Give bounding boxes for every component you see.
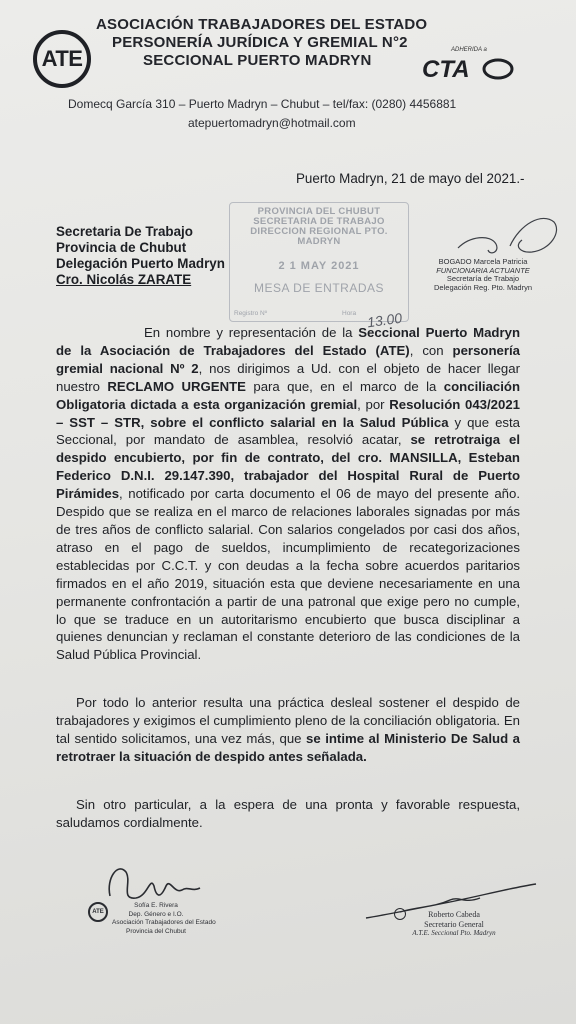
ate-logo-text: ATE xyxy=(41,46,83,71)
p2-s2: se intime al Ministerio De Salud a retrotraer la situación de despido antes señalada. xyxy=(56,730,520,764)
stamp-hora-value: 13.00 xyxy=(366,309,403,331)
left-signer-name: Sofía E. Rivera xyxy=(134,902,178,909)
cta-logo-mark xyxy=(420,55,516,83)
stamp-hora-label: Hora xyxy=(342,310,357,317)
left-seal-icon: ATE xyxy=(88,902,108,922)
stamp-line2: SECRETARIA DE TRABAJO xyxy=(253,216,385,227)
left-signer-role: Dep. Género e I.O. xyxy=(128,910,184,918)
p1-s10: Resolución 043/2021 – SST – STR, sobre el conflicto salarial en la Salud Pública xyxy=(56,396,520,430)
org-email: atepuertomadryn@hotmail.com xyxy=(188,116,356,130)
p1-s4: personería gremial nacional Nº 2 xyxy=(56,342,520,376)
letter-date: Puerto Madryn, 21 de mayo del 2021.- xyxy=(296,171,525,186)
addressee-line2: Provincia de Chubut xyxy=(56,240,187,255)
receiver-office: Secretaría de Trabajo xyxy=(446,274,520,283)
receiver-role: FUNCIONARIA ACTUANTE xyxy=(436,265,530,275)
p3-text: Sin otro particular, a la espera de una pronta y favorable respuesta, saludamos cordialmente. xyxy=(56,797,520,830)
addressee-block xyxy=(56,224,225,288)
p1-s8: conciliación Obligatoria dictada a esta organización gremial xyxy=(56,378,521,412)
stamp-reg-label: Registro Nº xyxy=(234,310,268,317)
left-signature-block xyxy=(112,902,216,936)
p1-s13: , notificado por carta documento el 06 de mayo del presente año. Despido que se realiza en el marco de relaciones laborales signadas por más de tres años de conflicto salarial. Con salarios congelados por casi dos años, atraso en el pago de sueldos, incumplimiento de recategorizaciones establecidas por C.C.T. y con deudas a la fecha sobre acuerdos paritarios firmados en el año 2019, situación esta que deviene necesariamente en una permanente confrontación a partir de una patronal que exige pero no cumple, lo que se traduce en un autoritarismo encubierto que busca disciplinar a quienes denuncian y reclaman el constante deterioro de las condiciones de la Salud Pública Provincial. xyxy=(56,486,520,663)
org-name-line1: ASOCIACIÓN TRABAJADORES DEL ESTADO xyxy=(96,16,428,33)
stamp-title: MESA DE ENTRADAS xyxy=(253,281,385,295)
p1-s2: Seccional Puerto Madryn de la Asociación de Trabajadores del Estado (ATE) xyxy=(56,325,521,358)
p1-s1: En nombre y representación de la xyxy=(144,325,359,340)
p1-s6: RECLAMO URGENTE xyxy=(107,378,246,394)
p1-s7: para que, en el marco de la xyxy=(245,378,444,394)
cta-logo xyxy=(420,55,516,83)
cta-small-text: ADHERIDA a xyxy=(451,47,487,53)
right-signer-org: A.T.E. Seccional Pto. Madryn xyxy=(412,929,496,937)
body-paragraph-2 xyxy=(56,694,520,766)
org-name-line3: SECCIONAL PUERTO MADRYN xyxy=(143,52,372,69)
ate-logo xyxy=(33,30,91,88)
body-paragraph-1 xyxy=(56,324,520,664)
p2-s1: Por todo lo anterior resulta una práctica desleal sostener el despido de trabajadores y exigimos el cumplimiento pleno de la conciliación obligatoria. En tal sentido solicitamos, una vez más, que xyxy=(56,695,520,746)
p1-s5: , nos dirigimos a Ud. con el objeto de hacer llegar nuestro xyxy=(56,360,520,394)
cta-logo-text: CTA xyxy=(422,56,470,83)
reception-stamp xyxy=(229,202,409,331)
left-signer-province: Provincia del Chubut xyxy=(126,927,186,935)
addressee-line4: Cro. Nicolás ZARATE xyxy=(56,272,192,287)
right-signature-block xyxy=(398,910,510,939)
body-paragraph-3 xyxy=(56,796,520,832)
receiver-signature-block xyxy=(425,258,541,292)
stamp-line1: PROVINCIA DEL CHUBUT xyxy=(257,206,381,217)
right-signer-name: Roberto Cabeda xyxy=(428,910,480,919)
org-address: Domecq García 310 – Puerto Madryn – Chubut – tel/fax: (0280) 4456881 xyxy=(68,97,457,111)
p1-s9: , por xyxy=(357,396,390,412)
p1-s3: , con xyxy=(409,342,453,358)
stamp-date: 2 1 MAY 2021 xyxy=(278,260,360,272)
p1-s11: y que esta Seccional, por mandato de asamblea, resolvió acatar, xyxy=(56,414,521,448)
org-name-line2: PERSONERÍA JURÍDICA Y GREMIAL N°2 xyxy=(112,34,408,51)
addressee-line1: Secretaria De Trabajo xyxy=(56,224,193,239)
right-signer-role: Secretario General xyxy=(424,919,484,929)
receiver-delegation: Delegación Reg. Pto. Madryn xyxy=(434,282,532,292)
receiver-name: BOGADO Marcela Patricia xyxy=(438,257,528,266)
addressee-line3: Delegación Puerto Madryn xyxy=(56,256,225,271)
p1-s12: se retrotraiga el despido encubierto, por fin de contrato, del cro. MANSILLA, Esteban Federico D.N.I. 29.147.390, trabajador del Hospital Rural de Puerto Pirámides xyxy=(56,432,521,502)
stamp-line3: DIRECCION REGIONAL PTO. MADRYN xyxy=(250,226,388,247)
left-signer-org: Asociación Trabajadores del Estado xyxy=(112,919,216,926)
